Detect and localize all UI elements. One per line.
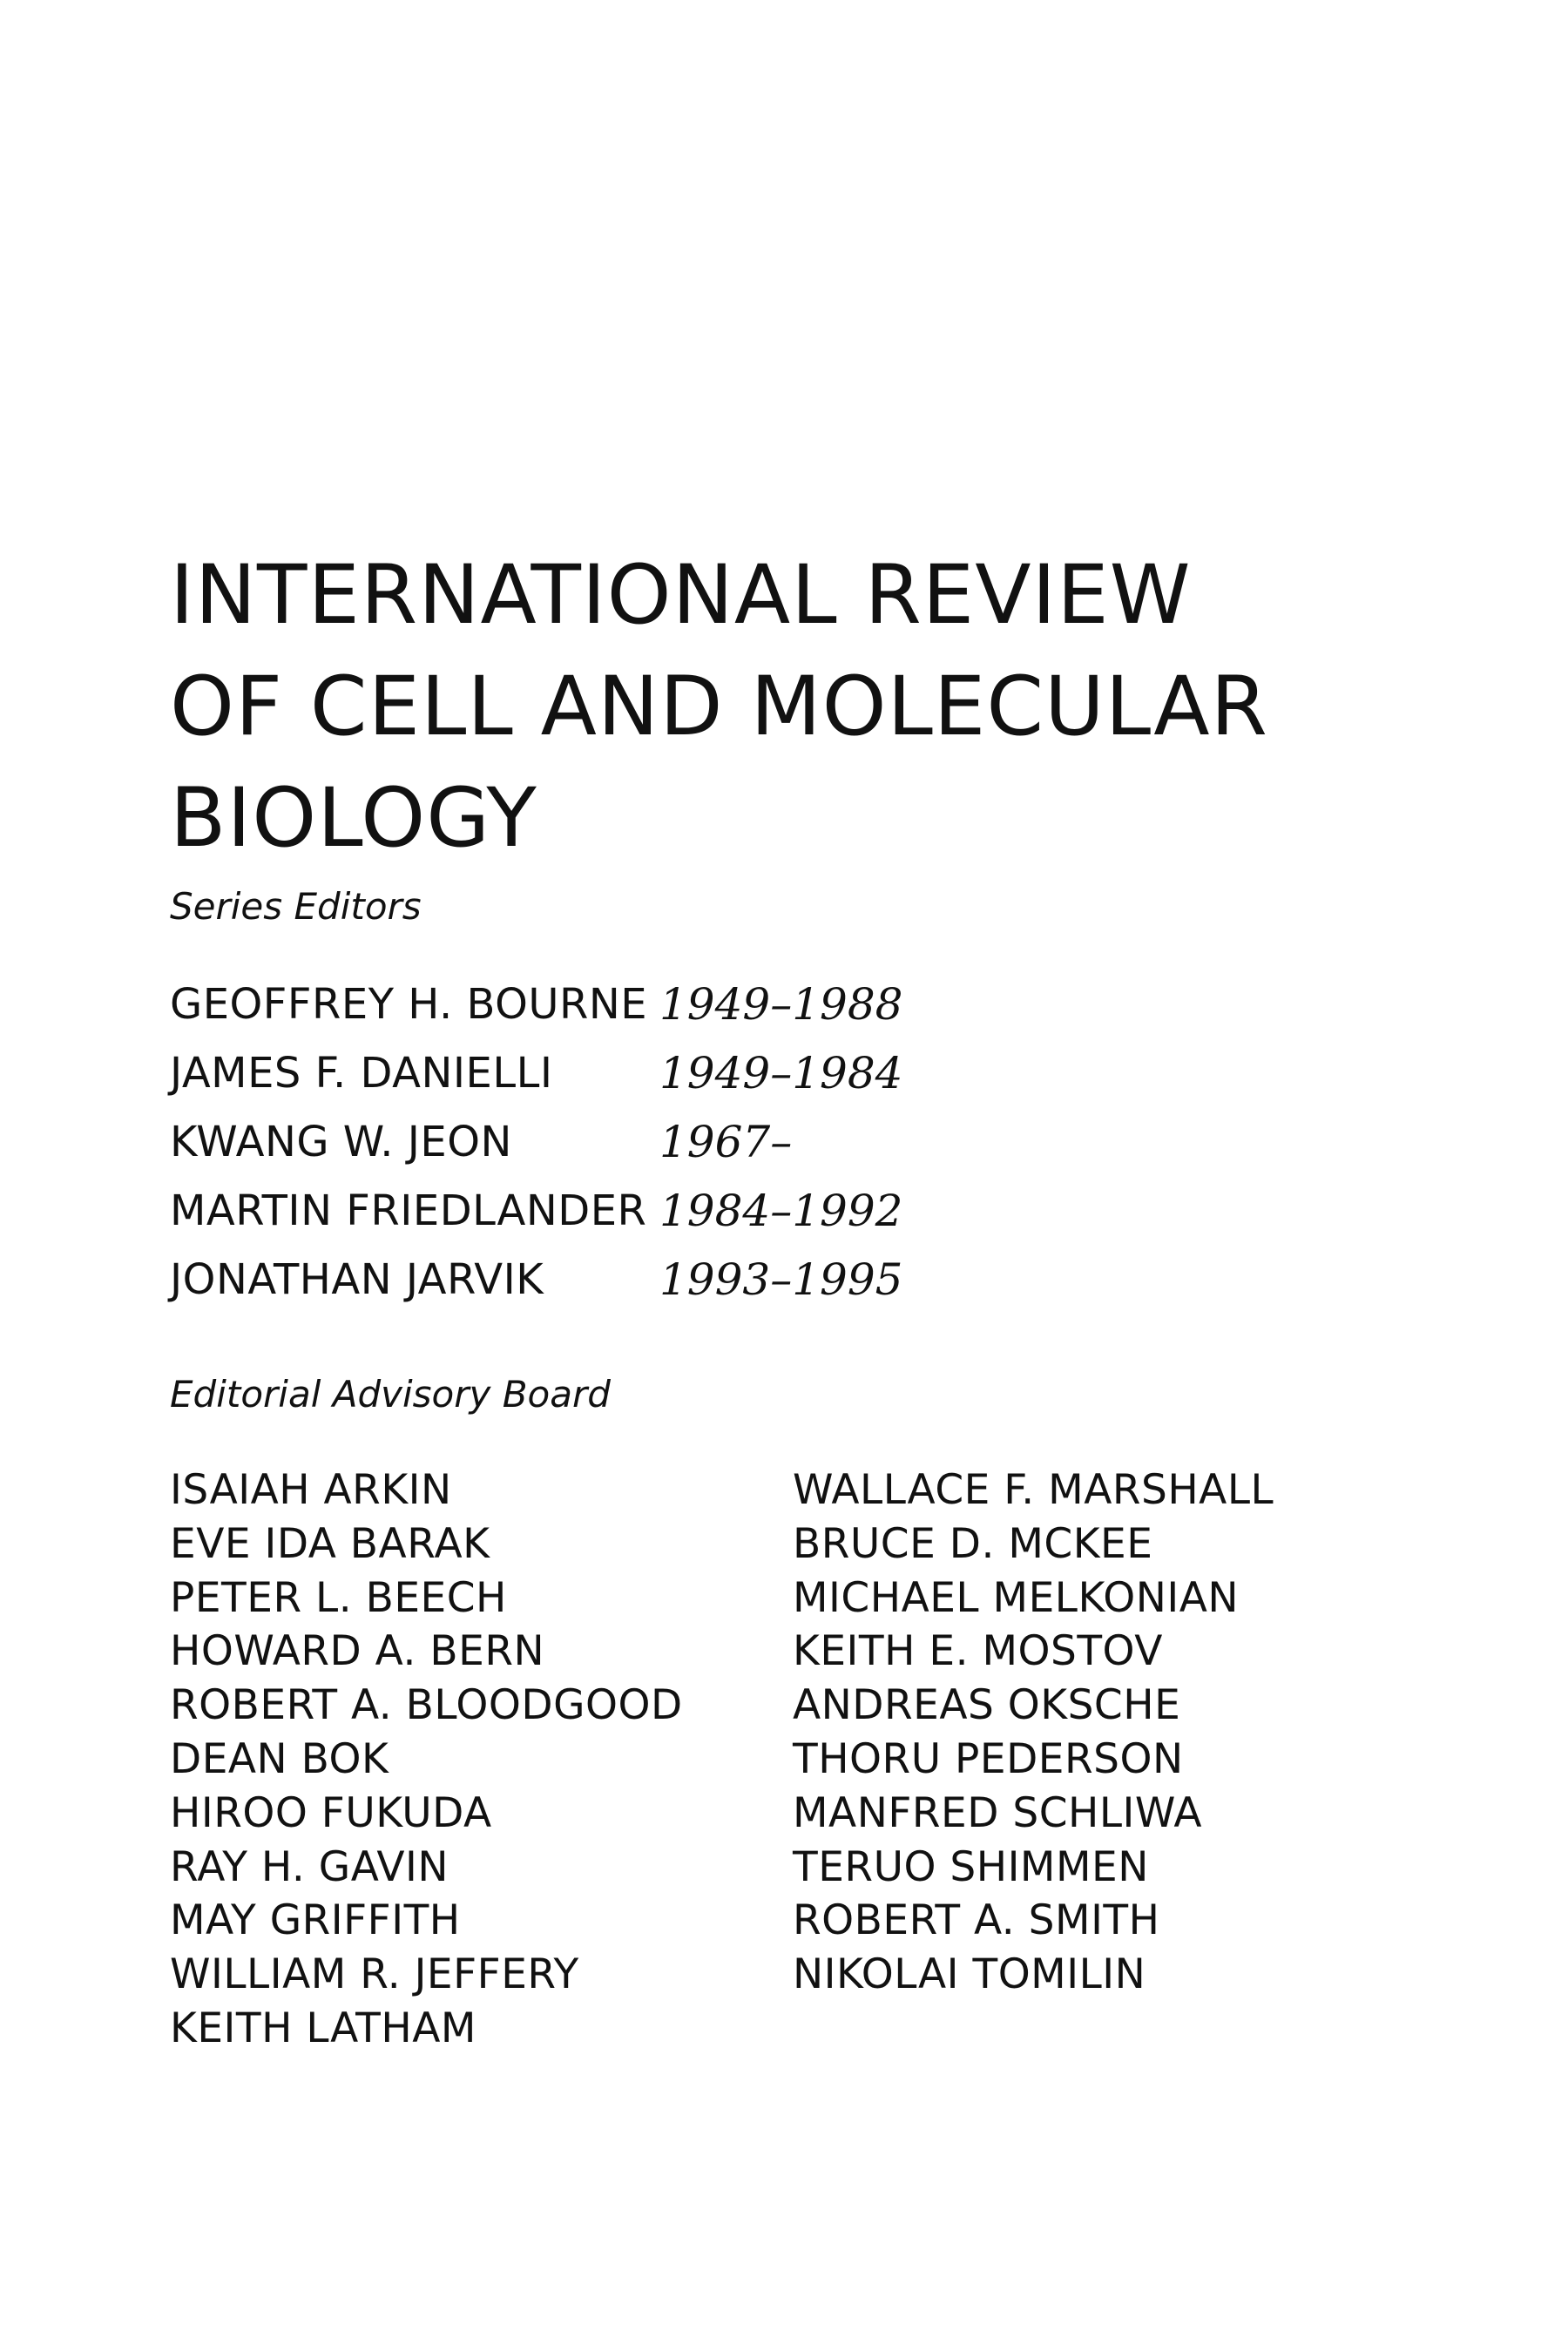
board-member: WILLIAM R. JEFFERY — [170, 1950, 579, 1999]
board-member: ROBERT A. BLOODGOOD — [170, 1681, 683, 1730]
board-member: WALLACE F. MARSHALL — [793, 1466, 1274, 1514]
board-member: HIROO FUKUDA — [170, 1788, 492, 1837]
series-title — [170, 540, 1389, 875]
title-line-2: OF CELL AND MOLECULAR — [170, 659, 1268, 754]
board-member: EVE IDA BARAK — [170, 1519, 490, 1568]
series-editors-list — [170, 977, 1215, 1321]
editor-years: 1949–1984 — [659, 1048, 903, 1098]
editor-row — [170, 1184, 1215, 1253]
title-line-3: BIOLOGY — [170, 771, 537, 866]
editor-name: JAMES F. DANIELLI — [170, 1049, 553, 1098]
editor-name: JONATHAN JARVIK — [170, 1255, 544, 1304]
editor-years: 1984–1992 — [659, 1186, 903, 1236]
board-member: NIKOLAI TOMILIN — [793, 1950, 1146, 1999]
board-member: ISAIAH ARKIN — [170, 1466, 452, 1514]
editor-row — [170, 977, 1215, 1046]
editor-years: 1993–1995 — [659, 1254, 903, 1305]
board-member: THORU PEDERSON — [793, 1734, 1184, 1783]
board-member: ROBERT A. SMITH — [793, 1896, 1160, 1945]
board-member: KEITH E. MOSTOV — [793, 1627, 1163, 1676]
advisory-board-left-column — [170, 1466, 832, 2058]
editor-years: 1949–1988 — [659, 979, 903, 1030]
editor-name: KWANG W. JEON — [170, 1118, 512, 1166]
board-member: MANFRED SCHLIWA — [793, 1788, 1202, 1837]
board-member: MAY GRIFFITH — [170, 1896, 461, 1945]
board-member: BRUCE D. MCKEE — [793, 1519, 1153, 1568]
editor-name: MARTIN FRIEDLANDER — [170, 1186, 647, 1235]
advisory-board-heading: Editorial Advisory Board — [170, 1373, 611, 1416]
board-member: MICHAEL MELKONIAN — [793, 1573, 1240, 1622]
editor-row — [170, 1115, 1215, 1184]
board-member: KEITH LATHAM — [170, 2004, 476, 2052]
board-member: TERUO SHIMMEN — [793, 1842, 1149, 1891]
editor-years: 1967– — [659, 1117, 793, 1167]
board-member: ANDREAS OKSCHE — [793, 1681, 1181, 1730]
editor-row — [170, 1253, 1215, 1321]
editor-name: GEOFFREY H. BOURNE — [170, 980, 648, 1029]
board-member: RAY H. GAVIN — [170, 1842, 449, 1891]
advisory-board-right-column — [793, 1466, 1455, 2004]
board-member: PETER L. BEECH — [170, 1573, 507, 1622]
series-editors-heading: Series Editors — [170, 885, 422, 928]
board-member: DEAN BOK — [170, 1734, 389, 1783]
editor-row — [170, 1046, 1215, 1115]
title-line-1: INTERNATIONAL REVIEW — [170, 548, 1192, 643]
board-member: HOWARD A. BERN — [170, 1627, 545, 1676]
